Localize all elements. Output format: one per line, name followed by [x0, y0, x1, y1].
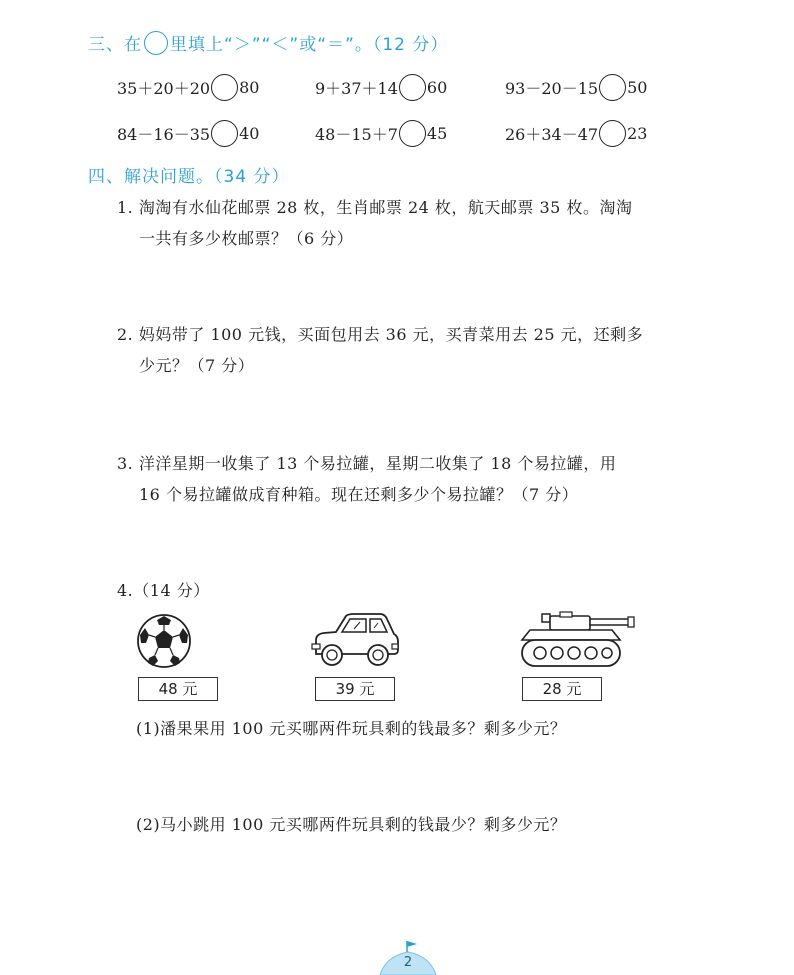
compare-item — [117, 74, 259, 101]
question-2-line-1: 2. 妈妈带了 100 元钱，买面包用去 36 元，买青菜用去 25 元，还剩多 — [117, 325, 644, 344]
price-tag-tank: 28 元 — [522, 677, 602, 701]
section-3-suffix: 里填上“＞”“＜”或“＝”。（12 分） — [170, 35, 449, 55]
question-3 — [117, 448, 697, 510]
compare-item — [505, 74, 647, 101]
answer-circle[interactable] — [211, 120, 238, 147]
answer-circle[interactable] — [211, 74, 238, 101]
answer-circle[interactable] — [399, 120, 426, 147]
question-3-line-1: 3. 洋洋星期一收集了 13 个易拉罐，星期二收集了 18 个易拉罐，用 — [117, 454, 617, 473]
question-1-line-2: 一共有多少枚邮票？（6 分） — [139, 229, 354, 248]
compare-item — [117, 120, 259, 147]
question-2-line-2: 少元？（7 分） — [139, 356, 255, 375]
compare-left: 26＋34－47 — [505, 125, 599, 144]
answer-circle[interactable] — [399, 74, 426, 101]
compare-right: 23 — [627, 124, 648, 143]
compare-left: 48－15＋7 — [315, 125, 398, 144]
compare-right: 40 — [239, 124, 260, 143]
compare-right: 60 — [426, 78, 448, 97]
question-1 — [117, 192, 697, 254]
compare-item — [315, 74, 447, 101]
price-tag-car: 39 元 — [315, 677, 395, 701]
compare-left: 93－20－15 — [505, 79, 599, 98]
answer-circle[interactable] — [599, 74, 626, 101]
compare-item — [505, 120, 647, 147]
section-3-prefix: 三、在 — [88, 35, 142, 55]
compare-right: 45 — [426, 124, 448, 143]
compare-left: 84－16－35 — [117, 125, 211, 144]
soccer-ball-icon — [136, 613, 192, 669]
circle-icon — [144, 31, 168, 55]
question-3-line-2: 16 个易拉罐做成育种箱。现在还剩多少个易拉罐？（7 分） — [139, 485, 579, 504]
question-4-label: 4.（14 分） — [117, 581, 210, 600]
toy-tank-icon — [516, 608, 636, 670]
section-4-title: 四、解决问题。（34 分） — [88, 167, 290, 187]
compare-right: 50 — [627, 78, 648, 97]
compare-left: 9＋37＋14 — [315, 79, 398, 98]
toy-car-icon — [310, 610, 400, 668]
question-4-sub-1: (1)潘果果用 100 元买哪两件玩具剩的钱最多？剩多少元？ — [136, 719, 567, 738]
compare-left: 35＋20＋20 — [117, 79, 211, 98]
question-2 — [117, 319, 697, 381]
compare-right: 80 — [239, 78, 260, 97]
page-number: 2 — [403, 955, 413, 970]
question-1-line-1: 1. 淘淘有水仙花邮票 28 枚，生肖邮票 24 枚，航天邮票 35 枚。淘淘 — [117, 198, 633, 217]
price-tag-soccer-ball: 48 元 — [138, 677, 218, 701]
section-3-title — [88, 30, 448, 55]
compare-item — [315, 120, 447, 147]
answer-circle[interactable] — [599, 120, 626, 147]
question-4-sub-2: (2)马小跳用 100 元买哪两件玩具剩的钱最少？剩多少元？ — [136, 815, 567, 834]
